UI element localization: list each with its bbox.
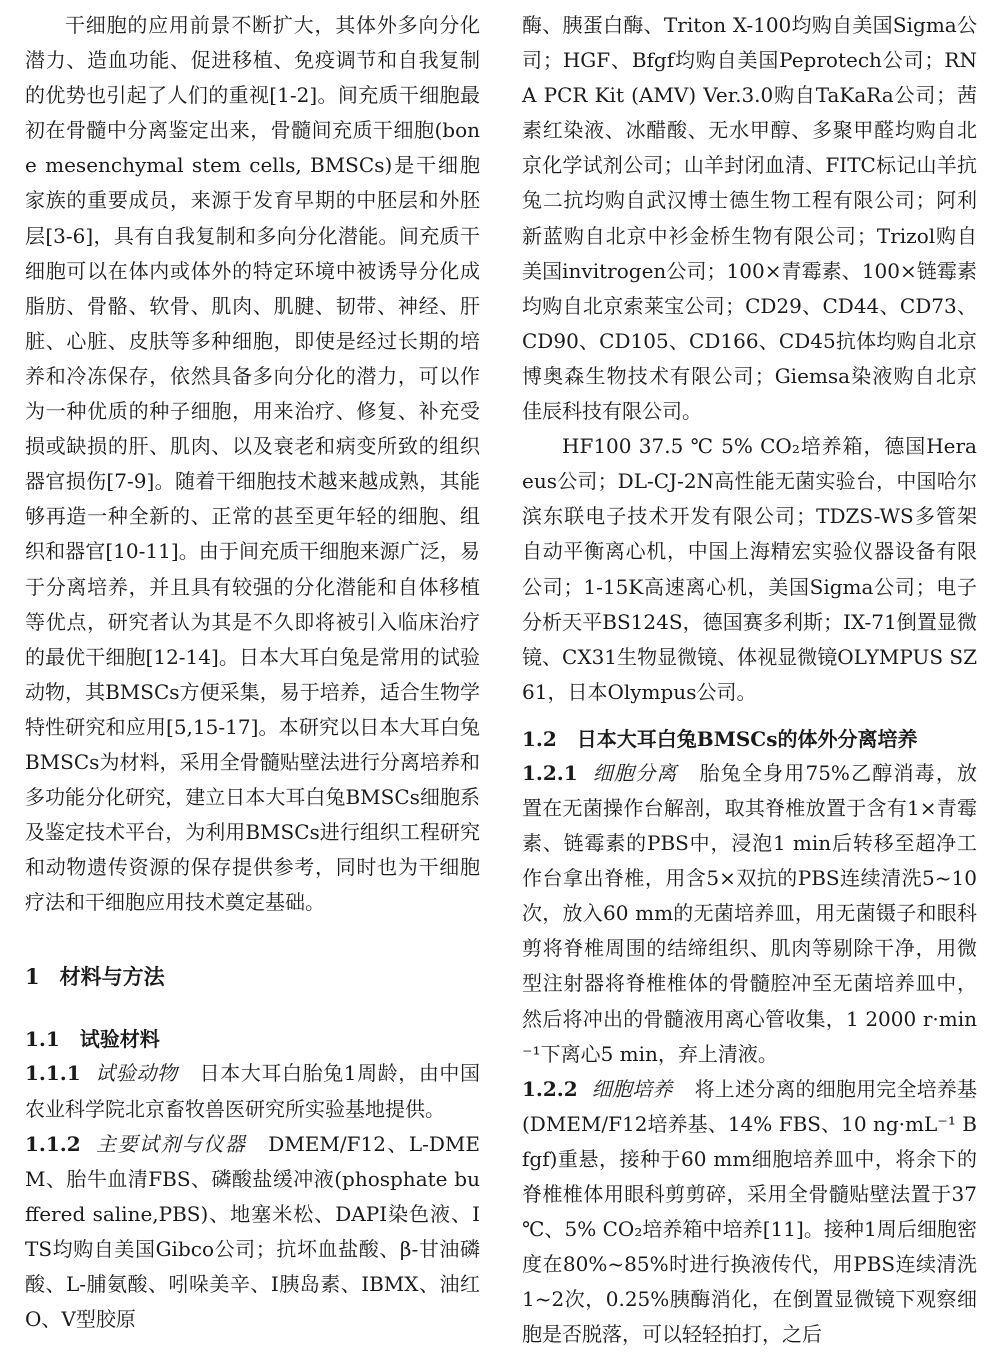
subsection-text: 将上述分离的细胞用完全培养基(DMEM/F12培养基、14% FBS、10 ng·mL⁻¹ Bfgf)重悬，接种于60 mm细胞培养皿中，将余下的脊椎椎体用眼科剪剪碎，采用全骨髓贴壁法置于37 ℃、5% CO₂培养箱中培养[11]。接种1周后细胞密度在80%~85%时进行换液传代，用PBS连续清洗1~2次，0.25%胰酶消化，在倒置显微镜下观察细胞是否脱落，可以轻轻拍打，之后 [522,1076,978,1347]
subsection-number: 1.1.1 [25,1061,81,1086]
intro-paragraph: 干细胞的应用前景不断扩大，其体外多向分化潜力、造血功能、促进移植、免疫调节和自我复制的优势也引起了人们的重视[1-2]。间充质干细胞最初在骨髓中分离鉴定出来，骨髓间充质干细胞(bone mesenchymal stem cells, BMSCs)是干细胞家族的重要成员，来源于发育早期的中胚层和外胚层[3-6]，具有自我复制和多向分化潜能。间充质干细胞可以在体内或体外的特定环境中被诱导分化成脂肪、骨骼、软骨、肌肉、肌腱、韧带、神经、肝脏、心脏、皮肤等多种细胞，即使是经过长期的培养和冷冻保存，依然具备多向分化的潜力，可以作为一种优质的种子细胞，用来治疗、修复、补充受损或缺损的肝、肌肉、以及衰老和病变所致的组织器官损伤[7-9]。随着干细胞技术越来越成熟，其能够再造一种全新的、正常的甚至更年轻的细胞、组织和器官[10-11]。由于间充质干细胞来源广泛，易于分离培养，并且具有较强的分化潜能和自体移植等优点，研究者认为其是不久即将被引入临床治疗的最优干细胞[12-14]。日本大耳白兔是常用的试验动物，其BMSCs方便采集，易于培养，适合生物学特性研究和应用[5,15-17]。本研究以日本大耳白兔BMSCs为材料，采用全骨髓贴壁法进行分离培养和多功能分化研究，建立日本大耳白兔BMSCs细胞系及鉴定技术平台，为利用BMSCs进行组织工程研究和动物遗传资源的保存提供参考，同时也为干细胞疗法和干细胞应用技术奠定基础。 [25,13,480,915]
subsection-number: 1.2.1 [522,760,578,785]
subsection-title: 细胞分离 [591,760,678,785]
section-title: 材料与方法 [59,964,165,990]
subsection-1-2-1 [522,756,977,1072]
subsection-title: 试验动物 [94,1061,178,1086]
subsection-text: 胎兔全身用75%乙醇消毒，放置在无菌操作台解剖，取其脊椎放置于含有1×青霉素、链霉素的PBS中，浸泡1 min后转移至超净工作台拿出脊椎，用含5×双抗的PBS连续清洗5~10次，放入60 mm的无菌培养皿，用无菌镊子和眼科剪将脊椎周围的结缔组织、肌肉等剔除干净，用微型注射器将脊椎椎体的骨髓腔冲至无菌培养皿中，然后将冲出的骨髓液用离心管收集，1 2000 r·min⁻¹下离心5 min，弃上清液。 [522,760,978,1066]
subsection-title: 细胞培养 [591,1076,673,1101]
section-number: 1 [25,964,40,990]
section-heading-1 [25,960,480,994]
subsection-1-1-1 [25,1056,480,1126]
subsection-text: DMEM/F12、L-DMEM、胎牛血清FBS、磷酸盐缓冲液(phosphate buffered saline,PBS)、地塞米松、DAPI染色液、ITS均购自美国Gibco公司；抗坏血盐酸、β-甘油磷酸、L-脯氨酸、吲哚美辛、Ⅰ胰岛素、IBMX、油红O、V型胶原 [25,1131,481,1332]
subsection-number: 1.1.2 [25,1131,81,1156]
subsection-1-1-2 [25,1127,480,1338]
section-heading-1-2 [522,722,977,756]
section-number: 1.1 [25,1027,60,1052]
section-title: 日本大耳白兔BMSCs的体外分离培养 [576,726,918,751]
reagents-continued-paragraph: 酶、胰蛋白酶、Triton X-100均购自美国Sigma公司；HGF、Bfgf均购自美国Peprotech公司；RNA PCR Kit (AMV) Ver.3.0购自TaKaRa公司；茜素红染液、冰醋酸、无水甲醇、多聚甲醛均购自北京化学试剂公司；山羊封闭血清、FITC标记山羊抗兔二抗均购自武汉博士德生物工程有限公司；阿利新蓝购自北京中衫金桥生物有限公司；Trizol购自美国invitrogen公司；100×青霉素、100×链霉素均购自北京索莱宝公司；CD29、CD44、CD73、CD90、CD105、CD166、CD45抗体均购自北京博奥森生物技术有限公司；Giemsa染液购自北京佳辰科技有限公司。 [522,13,977,424]
right-column [522,8,977,1352]
section-number: 1.2 [522,726,557,751]
subsection-text: 日本大耳白胎兔1周龄，由中国农业科学院北京畜牧兽医研究所实验基地提供。 [25,1061,481,1121]
left-column [25,8,480,1337]
section-title: 试验材料 [79,1027,160,1052]
subsection-title: 主要试剂与仪器 [94,1131,247,1156]
subsection-1-2-2 [522,1072,977,1352]
instruments-paragraph: HF100 37.5 ℃ 5% CO₂培养箱，德国Heraeus公司；DL-CJ-2N高性能无菌实验台，中国哈尔滨东联电子技术开发有限公司；TDZS-WS多管架自动平衡离心机，中国上海精宏实验仪器设备有限公司；1-15K高速离心机，美国Sigma公司；电子分析天平BS124S，德国赛多利斯；IX-71倒置显微镜、CX31生物显微镜、体视显微镜OLYMPUS SZ61，日本Olympus公司。 [522,434,977,704]
subsection-number: 1.2.2 [522,1076,578,1101]
section-heading-1-1 [25,1022,480,1056]
